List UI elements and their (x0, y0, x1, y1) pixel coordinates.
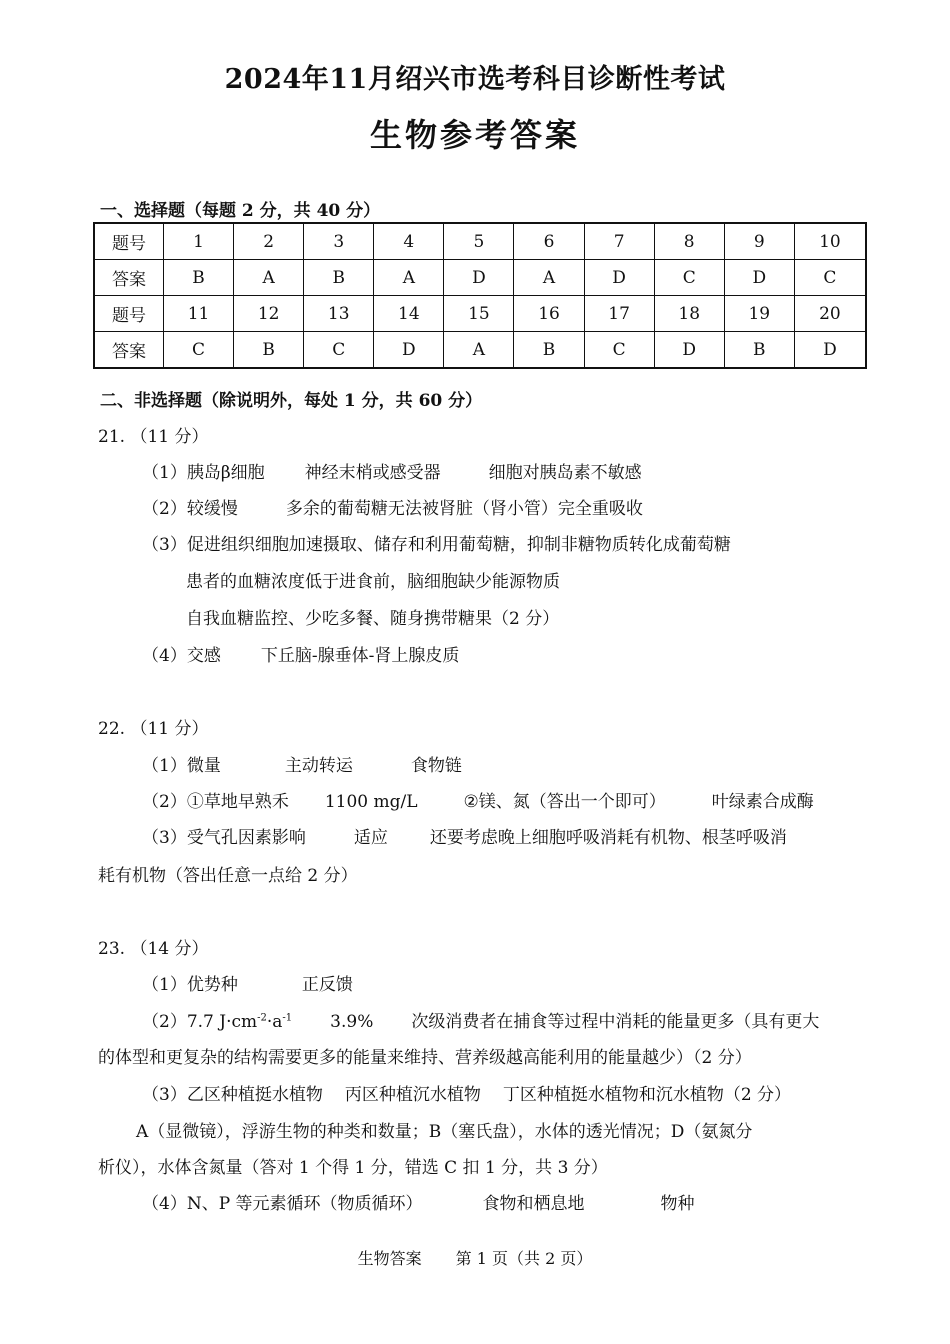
answer-text: 细胞对胰岛素不敏感 (488, 463, 642, 483)
answer-text: （1）胰岛β细胞 (142, 463, 265, 483)
answer-text: （2）①草地早熟禾 (142, 792, 289, 812)
answer-text: （4）交感 (142, 646, 221, 666)
table-cell: 2 (234, 223, 304, 260)
answer-line (142, 751, 462, 776)
table-cell: 7 (584, 223, 654, 260)
answer-text: 神经末梢或感受器 (304, 463, 441, 483)
answer-line: 的体型和更复杂的结构需要更多的能量来维持、营养级越高能利用的能量越少）（2 分） (98, 1048, 752, 1068)
question-22-heading: 22. （11 分） (98, 719, 209, 739)
section1-heading: 一、选择题（每题 2 分，共 40 分） (100, 201, 381, 221)
answer-text: 1100 mg/L (324, 792, 418, 812)
table-cell: B (304, 260, 374, 296)
table-cell: D (654, 332, 724, 369)
answer-line: 自我血糖监控、少吃多餐、随身携带糖果（2 分） (186, 609, 560, 629)
answer-text: （1）微量 (142, 756, 221, 776)
page-number: 第 1 页（共 2 页） (455, 1249, 593, 1268)
table-cell: 20 (794, 296, 866, 332)
answer-text: （3）乙区种植挺水植物 (142, 1085, 323, 1105)
table-cell: 1 (164, 223, 234, 260)
table-row (94, 223, 866, 260)
table-cell: D (374, 332, 444, 369)
table-cell: B (234, 332, 304, 369)
answer-text: 食物链 (410, 756, 462, 776)
table-cell: 6 (514, 223, 584, 260)
table-cell: C (164, 332, 234, 369)
table-cell: 19 (724, 296, 794, 332)
answer-line: （3）促进组织细胞加速摄取、储存和利用葡萄糖，抑制非糖物质转化成葡萄糖 (142, 535, 731, 555)
table-row (94, 332, 866, 369)
table-cell: 16 (514, 296, 584, 332)
table-cell: 10 (794, 223, 866, 260)
answer-text: （2）7.7 J·cm (142, 1012, 258, 1032)
answer-line: A（显微镜），浮游生物的种类和数量；B（塞氏盘），水体的透光情况；D（氨氮分 (136, 1122, 753, 1142)
table-cell: 15 (444, 296, 514, 332)
table-cell: 8 (654, 223, 724, 260)
table-cell: A (514, 260, 584, 296)
table-cell: 12 (234, 296, 304, 332)
table-cell: 13 (304, 296, 374, 332)
page-title: 2024年11月绍兴市选考科目诊断性考试 (224, 64, 726, 95)
answer-text: 下丘脑-腺垂体-肾上腺皮质 (260, 646, 460, 666)
question-23-heading: 23. （14 分） (98, 939, 209, 959)
answer-line (142, 458, 642, 483)
answer-line (142, 970, 353, 995)
answer-text: 叶绿素合成酶 (711, 792, 814, 812)
table-cell: 18 (654, 296, 724, 332)
table-cell: A (374, 260, 444, 296)
answer-line (142, 494, 643, 519)
section2-heading: 二、非选择题（除说明外，每处 1 分，共 60 分） (100, 391, 483, 411)
answer-text: 多余的葡萄糖无法被肾脏（肾小管）完全重吸收 (285, 499, 643, 519)
answer-line (142, 787, 814, 812)
question-21-heading: 21. （11 分） (98, 427, 209, 447)
table-cell: D (794, 332, 866, 369)
row-label: 答案 (94, 332, 164, 369)
answer-text: 还要考虑晚上细胞呼吸消耗有机物、根茎呼吸消 (429, 828, 787, 848)
table-cell: C (794, 260, 866, 296)
answer-line (142, 1189, 695, 1214)
table-cell: D (444, 260, 514, 296)
table-cell: D (724, 260, 794, 296)
table-cell: 5 (444, 223, 514, 260)
table-cell: B (724, 332, 794, 369)
table-cell: 9 (724, 223, 794, 260)
answer-line (142, 1007, 819, 1032)
table-cell: B (164, 260, 234, 296)
answer-text: （2）较缓慢 (142, 499, 238, 519)
answer-text: 正反馈 (301, 975, 353, 995)
answer-text: 主动转运 (284, 756, 353, 776)
answer-line: 析仪），水体含氮量（答对 1 个得 1 分，错选 C 扣 1 分，共 3 分） (98, 1158, 608, 1178)
table-cell: A (234, 260, 304, 296)
answer-text: 3.9% (330, 1012, 374, 1032)
answer-text: 丙区种植沉水植物 (344, 1085, 481, 1105)
table-row (94, 296, 866, 332)
answer-text: （3）受气孔因素影响 (142, 828, 306, 848)
page-subtitle: 生物参考答案 (369, 116, 580, 154)
answer-line (142, 641, 459, 666)
row-label: 题号 (94, 223, 164, 260)
row-label: 答案 (94, 260, 164, 296)
answer-line (142, 1080, 791, 1105)
answer-line: 耗有机物（答出任意一点给 2 分） (98, 866, 358, 886)
answer-text: ②镁、氮（答出一个即可） (463, 792, 666, 812)
table-cell: C (654, 260, 724, 296)
table-cell: 14 (374, 296, 444, 332)
table-cell: C (584, 332, 654, 369)
table-cell: C (304, 332, 374, 369)
answer-table (93, 222, 867, 369)
answer-text: 食物和栖息地 (482, 1194, 585, 1214)
footer-label: 生物答案 (357, 1249, 422, 1268)
table-cell: 4 (374, 223, 444, 260)
table-cell: 17 (584, 296, 654, 332)
table-row (94, 260, 866, 296)
answer-text: 次级消费者在捕食等过程中消耗的能量更多（具有更大 (411, 1012, 820, 1032)
answer-text: （4）N、P 等元素循环（物质循环） (142, 1194, 423, 1214)
table-cell: B (514, 332, 584, 369)
answer-line (142, 823, 787, 848)
answer-text: ·a (266, 1012, 283, 1032)
exponent: -1 (282, 1012, 293, 1024)
table-cell: A (444, 332, 514, 369)
table-cell: D (584, 260, 654, 296)
answer-text: 物种 (660, 1194, 695, 1214)
page-footer (0, 1246, 950, 1269)
row-label: 题号 (94, 296, 164, 332)
exponent: -2 (257, 1012, 267, 1024)
answer-line: 患者的血糖浓度低于进食前，脑细胞缺少能源物质 (186, 572, 560, 592)
answer-text: 丁区种植挺水植物和沉水植物（2 分） (502, 1085, 792, 1105)
answer-text: （1）优势种 (142, 975, 238, 995)
answer-text: 适应 (353, 828, 388, 848)
table-cell: 11 (164, 296, 234, 332)
table-cell: 3 (304, 223, 374, 260)
